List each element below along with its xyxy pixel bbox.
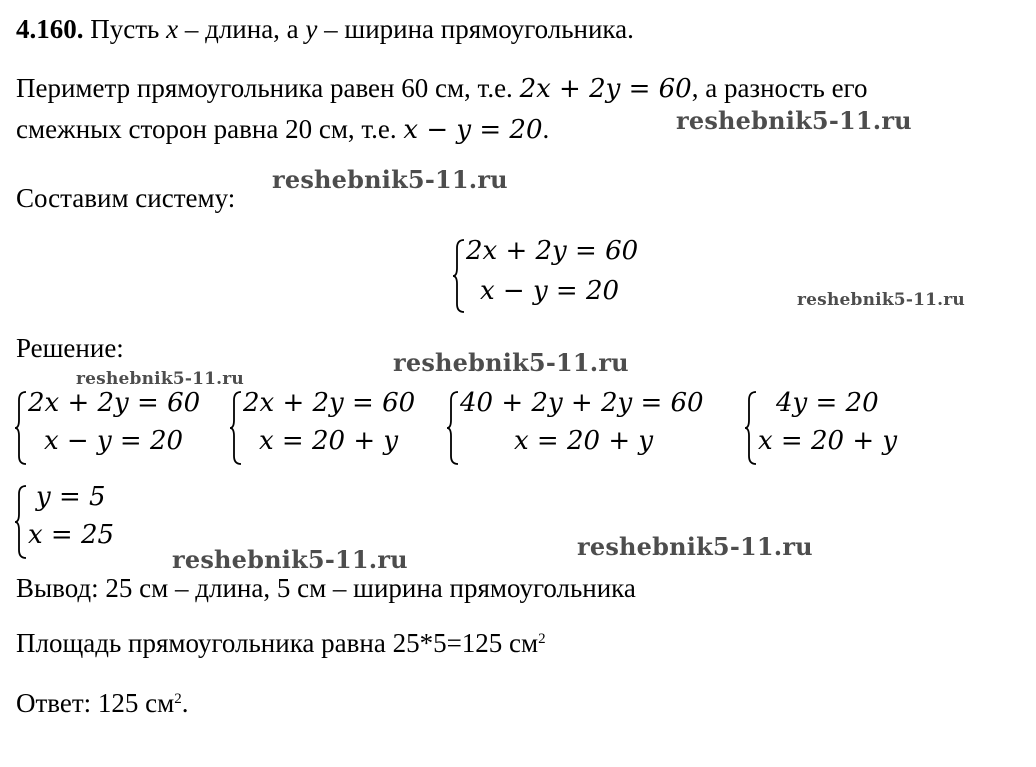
step-system-4: [744, 388, 934, 468]
perimeter-text-1: Периметр прямоугольника равен 60 см, т.е.: [16, 73, 520, 103]
final-system: [14, 482, 164, 562]
conclusion: Вывод: 25 см – длина, 5 см – ширина прямоугольника: [16, 573, 636, 603]
perimeter-tail-2: .: [542, 114, 550, 144]
watermark: reshebnik5-11.ru: [676, 106, 912, 135]
problem-number: 4.160.: [16, 14, 84, 44]
watermark: reshebnik5-11.ru: [797, 290, 965, 310]
main-system: [452, 236, 692, 316]
final-eq-1: y = 5: [36, 482, 106, 512]
step-4-eq-1: 4y = 20: [776, 388, 879, 418]
brace-icon: [744, 390, 758, 466]
solution-label: Решение:: [16, 333, 124, 363]
answer-line: [16, 688, 189, 718]
perimeter-tail-1: , а разность его: [691, 73, 868, 103]
var-y: y: [305, 14, 318, 44]
perimeter-text-2: смежных сторон равна 20 см, т.е.: [16, 114, 404, 144]
step-1-eq-2: x − y = 20: [44, 426, 184, 456]
step-system-1: [14, 388, 234, 468]
area-line: [16, 628, 546, 658]
brace-icon: [229, 390, 243, 466]
main-eq-1: 2x + 2y = 60: [466, 236, 639, 266]
perimeter-equation: 2x + 2y = 60: [519, 74, 692, 104]
step-4-eq-2: x = 20 + y: [758, 426, 898, 456]
brace-icon: [446, 390, 460, 466]
watermark: reshebnik5-11.ru: [172, 545, 408, 574]
step-3-eq-1: 40 + 2y + 2y = 60: [460, 388, 704, 418]
length-text: – длина, а: [184, 14, 306, 44]
watermark: reshebnik5-11.ru: [76, 369, 244, 389]
step-1-eq-1: 2x + 2y = 60: [28, 388, 201, 418]
area-superscript: 2: [538, 631, 546, 647]
area-text: Площадь прямоугольника равна 25*5=125 см: [16, 628, 539, 658]
brace-icon: [14, 390, 28, 466]
watermark: reshebnik5-11.ru: [272, 165, 508, 194]
answer-superscript: 2: [174, 691, 182, 707]
perimeter-line-1: [16, 73, 867, 104]
watermark: reshebnik5-11.ru: [393, 348, 629, 377]
difference-equation: x − y = 20: [403, 115, 543, 145]
brace-icon: [452, 238, 466, 314]
final-eq-2: x = 25: [28, 520, 115, 550]
step-3-eq-2: x = 20 + y: [514, 426, 654, 456]
step-system-3: [446, 388, 736, 468]
step-system-2: [229, 388, 449, 468]
var-x: x: [166, 14, 179, 44]
main-eq-2: x − y = 20: [480, 276, 620, 306]
answer-text: Ответ: 125 см: [16, 688, 175, 718]
brace-icon: [14, 484, 28, 560]
width-text: – ширина прямоугольника.: [317, 14, 634, 44]
intro-text: Пусть: [90, 14, 160, 44]
perimeter-line-2: [16, 114, 549, 145]
compose-label: Составим систему:: [16, 183, 236, 213]
answer-tail: .: [181, 688, 189, 718]
step-2-eq-1: 2x + 2y = 60: [243, 388, 416, 418]
watermark: reshebnik5-11.ru: [577, 532, 813, 561]
step-2-eq-2: x = 20 + y: [259, 426, 399, 456]
problem-statement: [16, 14, 634, 44]
